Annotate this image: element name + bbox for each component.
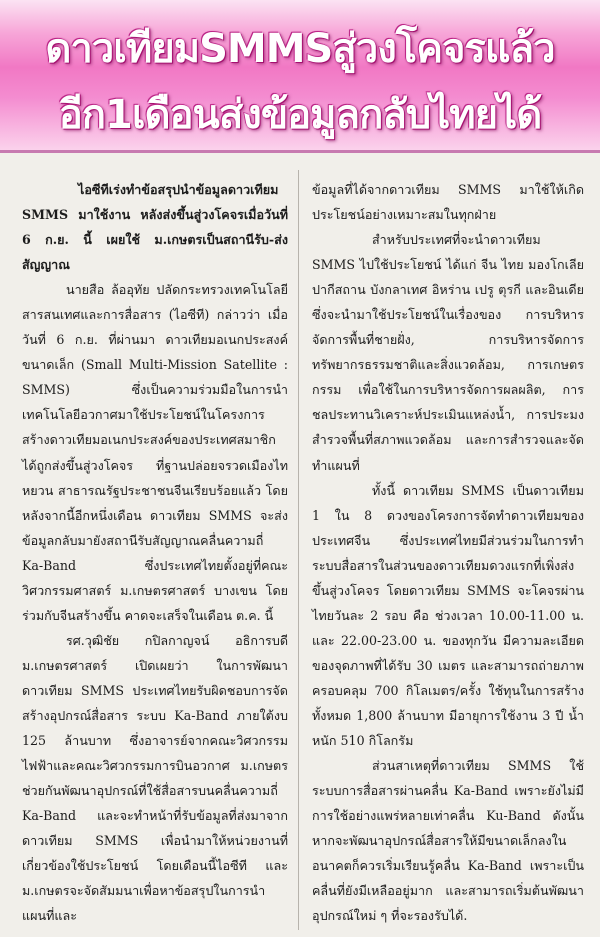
article-paragraph-2: รศ.วุฒิชัย กปิลกาญจน์ อธิการบดี ม.เกษตรศาสตร์ เปิดเผยว่า ในการพัฒนาดาวเทียม SMMS ประเทศไทยรับผิดชอบการจัดสร้างอุปกรณ์สื่อสาร ระบบ Ka-Band ภายใต้งบ 125 ล้านบาท ซึ่งอาจารย์จากคณะวิศวกรรมไฟฟ้าและคณะวิศวกรรมการบินอวกาศ ม.เกษตร ช่วยกันพัฒนาอุปกรณ์ที่ใช้สื่อสารบนคลื่นความถี่ Ka-Band และจะทำหน้าที่รับข้อมูลที่ส่งมาจากดาวเทียม SMMS เพื่อนำมาให้หน่วยงานที่เกี่ยวข้องใช้ประโยชน์ โดยเดือนนี้ไอซีที และ ม.เกษตรจะจัดสัมมนาเพื่อหาข้อสรุปในการนำแผนที่และ xyxy=(22,632,288,924)
article-paragraph-4: ทั้งนี้ ดาวเทียม SMMS เป็นดาวเทียม 1 ใน 8 ดวงของโครงการจัดทำดาวเทียมของประเทศจีน ซึ่งประเทศไทยมีส่วนร่วมในการทำระบบสื่อสารในส่วนของดาวเทียมดวงแรกที่เพิ่งส่งขึ้นสู่วงโคจร โดยดาวเทียม SMMS จะโคจรผ่านไทยวันละ 2 รอบ คือ ช่วงเวลา 10.00-11.00 น. และ 22.00-23.00 น. ของทุกวัน มีความละเอียดของจุดภาพที่ได้รับ 30 เมตร และสามารถถ่ายภาพครอบคลุม 700 กิโลเมตร/ครั้ง ใช้ทุนในการสร้างทั้งหมด 1,800 ล้านบาท มีอายุการใช้งาน 3 ปี น้ำหนัก 510 กิโลกรัม xyxy=(312,482,584,749)
article-column-left xyxy=(22,177,288,928)
article-column-right xyxy=(312,177,584,928)
headline-line-1: ดาวเทียมSMMSสู่วงโคจรแล้ว xyxy=(45,26,555,72)
article-paragraph-1: นายสือ ล้ออุทัย ปลัดกระทรวงเทคโนโลยีสารสนเทศและการสื่อสาร (ไอซีที) กล่าวว่า เมื่อวันที่ 6 ก.ย. ที่ผ่านมา ดาวเทียมอเนกประสงค์ขนาดเล็ก (Small Multi-Mission Satellite : SMMS) ซึ่งเป็นความร่วมมือในการนำเทคโนโลยีอวกาศมาใช้ประโยชน์ในโครงการสร้างดาวเทียมอเนกประสงค์ของประเทศสมาชิกได้ถูกส่งขึ้นสู่วงโคจร ที่ฐานปล่อยจรวดเมืองไทหยวน สาธารณรัฐประชาชนจีนเรียบร้อยแล้ว โดยหลังจากนี้อีกหนึ่งเดือน ดาวเทียม SMMS จะส่งข้อมูลกลับมายังสถานีรับสัญญาณคลื่นความถี่ Ka-Band ซึ่งประเทศไทยตั้งอยู่ที่คณะวิศวกรรมศาสตร์ ม.เกษตรศาสตร์ บางเขน โดยร่วมกับจีนสร้างขึ้น คาดจะเสร็จในเดือน ต.ค. นี้ xyxy=(22,282,288,623)
headline-line-2: อีก1เดือนส่งข้อมูลกลับไทยได้ xyxy=(58,92,542,138)
headline-underline xyxy=(0,150,600,153)
column-divider xyxy=(298,170,299,930)
article-paragraph-3: สำหรับประเทศที่จะนำดาวเทียม SMMS ไปใช้ประโยชน์ ได้แก่ จีน ไทย มองโกเลีย ปากีสถาน บังกลาเทศ อิหร่าน เปรู ตุรกี และอินเดีย ซึ่งจะนำมาใช้ประโยชน์ในเรื่องของ การบริหารจัดการพื้นที่ชายฝั่ง, การบริหารจัดการทรัพยากรธรรมชาติและสิ่งแวดล้อม, การเกษตรกรรม เพื่อใช้ในการบริหารจัดการผลผลิต, การชลประทานวิเคราะห์ประเมินแหล่งน้ำ, การประมง สำรวจพื้นที่สภาพแวดล้อม และการสำรวจและจัดทำแผนที่ xyxy=(312,232,584,473)
article-paragraph-5: ส่วนสาเหตุที่ดาวเทียม SMMS ใช้ระบบการสื่อสารผ่านคลื่น Ka-Band เพราะยังไม่มีการใช้อย่างแพร่หลายเท่าคลื่น Ku-Band ดังนั้นหากจะพัฒนาอุปกรณ์สื่อสารให้มีขนาดเล็กลงในอนาคตก็ควรเริ่มเรียนรู้คลื่น Ka-Band เพราะเป็นคลื่นที่ยังมีเหลืออยู่มาก และสามารถเริ่มต้นพัฒนาอุปกรณ์ใหม่ ๆ ที่จะรองรับได้. xyxy=(312,758,584,924)
article-lead: ไอซีทีเร่งทำข้อสรุปนำข้อมูลดาวเทียม SMMS มาใช้งาน หลังส่งขึ้นสู่วงโคจรเมื่อวันที่ 6 ก.ย. นี้ เผยใช้ ม.เกษตรเป็นสถานีรับ-ส่งสัญญาณ xyxy=(22,182,288,273)
article-paragraph-2-continued: ข้อมูลที่ได้จากดาวเทียม SMMS มาใช้ให้เกิดประโยชน์อย่างเหมาะสมในทุกฝ่าย xyxy=(312,182,584,223)
headline-banner xyxy=(0,0,600,150)
